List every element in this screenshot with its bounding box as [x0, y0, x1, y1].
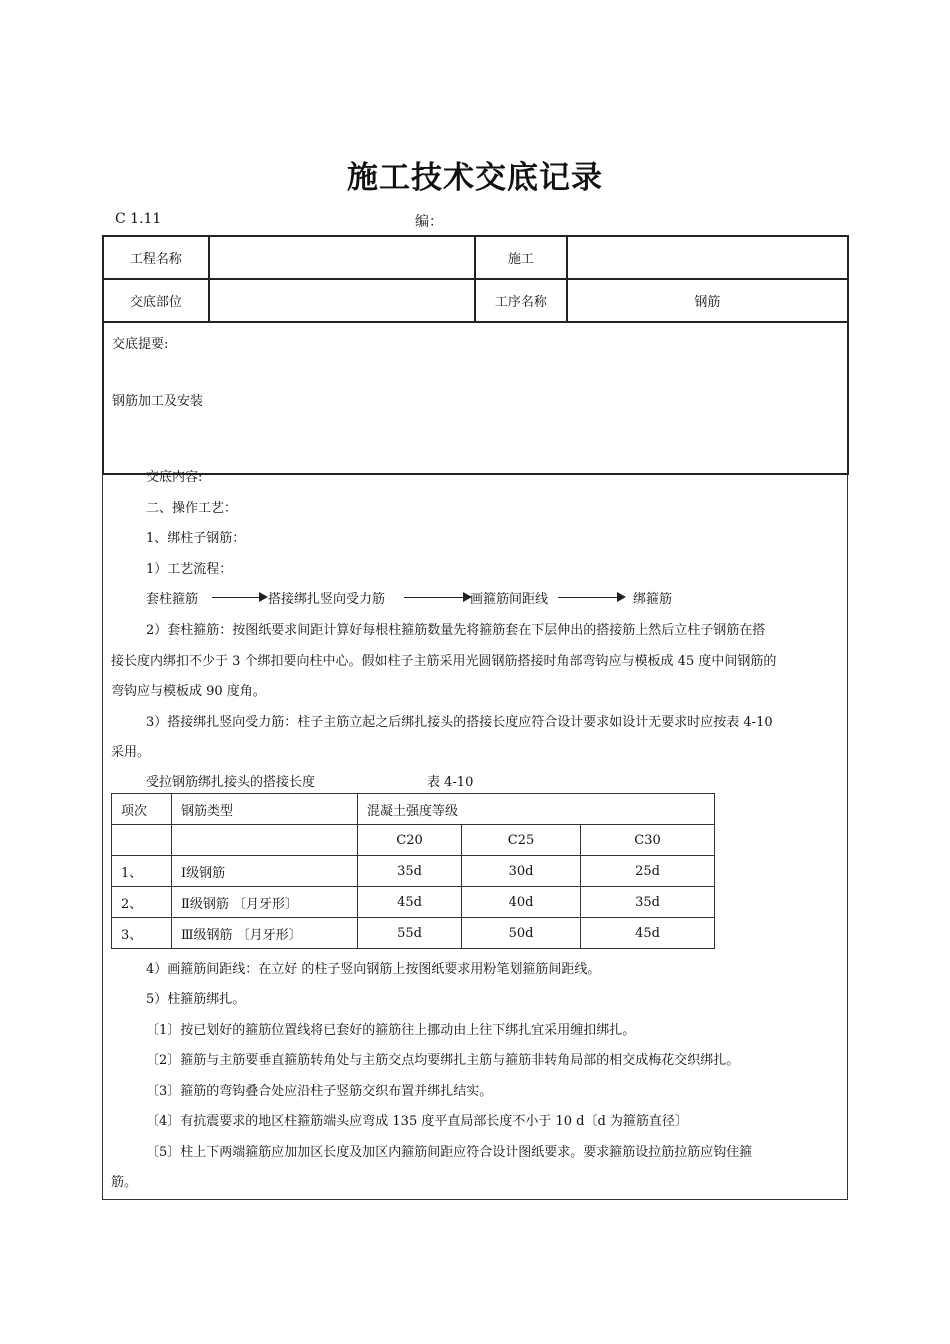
header-table	[102, 235, 849, 475]
lap-value: 35d	[358, 856, 462, 887]
rebar-type: Ⅱ级钢筋 〔月牙形〕	[172, 887, 358, 918]
paragraph-3-line-1: 3）搭接绑扎竖向受力筋：柱子主筋立起之后绑扎接头的搭接长度应符合设计要求如设计无要求时应按表 4-10	[146, 715, 773, 730]
col-item-header: 项次	[112, 794, 172, 825]
paragraph-5-5-line-1: 〔5〕柱上下两端箍筋应加加区长度及加区内箍筋间距应符合设计图纸要求。要求箍筋设拉筋拉筋应钩住箍	[146, 1145, 753, 1160]
flow-arrow-line-1	[212, 597, 259, 598]
table-row	[112, 856, 715, 887]
lap-value: 35d	[581, 887, 715, 918]
lap-length-table	[111, 793, 715, 949]
paragraph-5-3: 〔3〕箍筋的弯钩叠合处应沿柱子竖筋交织布置并绑扎结实。	[146, 1084, 493, 1099]
lap-value: 30d	[462, 856, 581, 887]
rebar-type: Ⅲ级钢筋 〔月牙形〕	[172, 918, 358, 949]
paragraph-4: 4）画箍筋间距线：在立好 的柱子竖向钢筋上按图纸要求用粉笔划箍筋间距线。	[146, 962, 601, 977]
grade-c20: C20	[358, 825, 462, 856]
project-name-label: 工程名称	[103, 236, 209, 279]
grade-c25: C25	[462, 825, 581, 856]
lap-table-grade-row	[112, 825, 715, 856]
table-row	[112, 918, 715, 949]
paragraph-5-5-line-2: 筋。	[111, 1175, 138, 1190]
grade-c30: C30	[581, 825, 715, 856]
summary-cell	[103, 322, 848, 474]
summary-label: 交底提要:	[112, 337, 169, 352]
process-flow	[146, 588, 846, 608]
content-heading: 交底内容:	[146, 470, 203, 485]
section-2-heading: 二、操作工艺：	[146, 501, 238, 516]
process-label: 工序名称	[475, 279, 567, 322]
paragraph-5-1: 〔1〕按已划好的箍筋位置线将已套好的箍筋往上挪动由上往下绑扎宜采用缠扣绑扎。	[146, 1023, 636, 1038]
item-1-heading: 1、绑柱子钢筋：	[146, 531, 246, 546]
header-row-project	[103, 236, 848, 279]
paragraph-5: 5）柱箍筋绑扎。	[146, 992, 246, 1007]
col-type-header: 钢筋类型	[172, 794, 358, 825]
lap-value: 45d	[358, 887, 462, 918]
flow-step-2: 搭接绑扎竖向受力筋	[268, 592, 386, 607]
table-number: 表 4-10	[427, 775, 474, 790]
lap-value: 55d	[358, 918, 462, 949]
paragraph-2-line-2: 接长度内绑扣不少于 3 个绑扣要向柱中心。假如柱子主筋采用光圆钢筋搭接时角部弯钩应与模板成 45 度中间钢筋的	[111, 654, 777, 669]
number-label: 编：	[415, 214, 443, 230]
flow-arrow-line-3	[558, 597, 617, 598]
process-value[interactable]: 钢筋	[567, 279, 848, 322]
summary-text: 钢筋加工及安装	[112, 394, 204, 409]
construction-value[interactable]	[567, 236, 848, 279]
flow-arrow-icon-3	[617, 592, 626, 602]
lap-value: 50d	[462, 918, 581, 949]
header-row-summary	[103, 322, 848, 474]
form-code: C 1.11	[115, 211, 162, 227]
table-caption: 受拉钢筋绑扎接头的搭接长度	[146, 775, 316, 790]
rebar-type: Ⅰ级钢筋	[172, 856, 358, 887]
flow-step-3: 画箍筋间距线	[470, 592, 549, 607]
table-row	[112, 887, 715, 918]
flow-arrow-icon-1	[259, 592, 268, 602]
row-number: 3、	[112, 918, 172, 949]
lap-value: 40d	[462, 887, 581, 918]
location-label: 交底部位	[103, 279, 209, 322]
paragraph-5-4: 〔4〕有抗震要求的地区柱箍筋端头应弯成 135 度平直局部长度不小于 10 d〔d 为箍筋直径〕	[146, 1114, 688, 1129]
empty-cell	[112, 825, 172, 856]
construction-label: 施工	[475, 236, 567, 279]
empty-cell	[172, 825, 358, 856]
sub-1-heading: 1）工艺流程：	[146, 562, 233, 577]
flow-step-4: 绑箍筋	[633, 592, 673, 607]
paragraph-2-line-3: 弯钩应与模板成 90 度角。	[111, 684, 266, 699]
header-row-location	[103, 279, 848, 322]
col-grade-header: 混凝土强度等级	[358, 794, 715, 825]
paragraph-3-line-2: 采用。	[111, 745, 151, 760]
row-number: 2、	[112, 887, 172, 918]
flow-step-1: 套柱箍筋	[146, 592, 199, 607]
lap-value: 45d	[581, 918, 715, 949]
lap-value: 25d	[581, 856, 715, 887]
paragraph-2-line-1: 2）套柱箍筋：按图纸要求间距计算好每根柱箍筋数量先将箍筋套在下层伸出的搭接筋上然后立柱子钢筋在搭	[146, 623, 766, 638]
paragraph-5-2: 〔2〕箍筋与主筋要垂直箍筋转角处与主筋交点均要绑扎主筋与箍筋非转角局部的相交成梅花交织绑扎。	[146, 1053, 740, 1068]
flow-arrow-line-2	[404, 597, 463, 598]
document-title: 施工技术交底记录	[347, 160, 603, 196]
location-value[interactable]	[209, 279, 475, 322]
row-number: 1、	[112, 856, 172, 887]
lap-table-header-row	[112, 794, 715, 825]
project-name-value[interactable]	[209, 236, 475, 279]
